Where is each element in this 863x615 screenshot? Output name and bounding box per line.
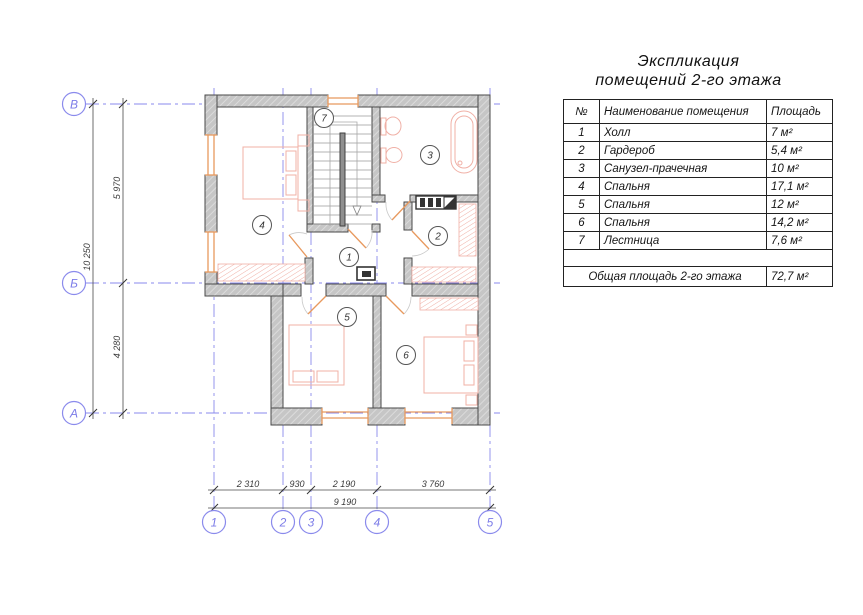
electrical-panel [357, 267, 375, 280]
axis-col-5: 5 [486, 515, 494, 530]
room-number-5: 5 [344, 312, 350, 324]
row-name: Спальня [600, 196, 767, 214]
toilet [381, 148, 402, 164]
shelves-room2-side [459, 204, 476, 256]
dim-h-seg2: 930 [289, 479, 305, 489]
axis-col-3: 3 [307, 515, 315, 530]
row-area: 14,2 м² [767, 214, 833, 232]
explication-title-line1: Экспликация [637, 53, 740, 70]
room-number-3: 3 [427, 150, 433, 162]
windows [205, 95, 452, 424]
row-area: 17,1 м² [767, 178, 833, 196]
explication-title-line2: помещений 2-го этажа [595, 72, 782, 89]
sink [381, 117, 401, 135]
row-num: 7 [564, 232, 600, 250]
axis-row-v: В [69, 97, 79, 112]
laundry-unit [416, 196, 456, 209]
shelves-room6-top [420, 298, 478, 310]
row-name: Спальня [600, 178, 767, 196]
row-area: 10 м² [767, 160, 833, 178]
dim-h-total: 9 190 [333, 497, 357, 507]
bed-room4 [243, 135, 309, 211]
dim-h-seg4: 3 760 [421, 479, 445, 489]
bed-room5 [289, 325, 344, 385]
table-empty-row [564, 250, 833, 267]
room-number-2: 2 [435, 231, 441, 243]
explication-block [563, 52, 821, 287]
row-num: 1 [564, 124, 600, 142]
row-num: 6 [564, 214, 600, 232]
room-number-6: 6 [403, 350, 409, 362]
table-row [564, 142, 833, 160]
row-area: 7,6 м² [767, 232, 833, 250]
row-area: 7 м² [767, 124, 833, 142]
row-area: 5,4 м² [767, 142, 833, 160]
header-name: Наименование помещения [600, 100, 767, 124]
table-row [564, 124, 833, 142]
row-num: 3 [564, 160, 600, 178]
table-row [564, 160, 833, 178]
row-name: Лестница [600, 232, 767, 250]
header-area: Площадь [767, 100, 833, 124]
total-area: 72,7 м² [767, 267, 833, 287]
dim-v-total: 10 250 [82, 243, 92, 271]
header-num: № [564, 100, 600, 124]
dim-v-seg1: 5 970 [112, 176, 122, 200]
row-num: 5 [564, 196, 600, 214]
axis-col-2: 2 [279, 515, 287, 530]
staircase [313, 113, 372, 226]
bed-room6 [424, 325, 478, 405]
row-area: 12 м² [767, 196, 833, 214]
row-name: Гардероб [600, 142, 767, 160]
explication-title [563, 52, 814, 90]
explication-table [563, 99, 833, 287]
total-label: Общая площадь 2-го этажа [564, 267, 767, 287]
radiator-room4 [218, 264, 305, 281]
row-name: Холл [600, 124, 767, 142]
room-number-4: 4 [259, 220, 265, 232]
table-row [564, 214, 833, 232]
bathtub [451, 111, 477, 173]
row-num: 2 [564, 142, 600, 160]
table-header-row [564, 100, 833, 124]
row-name: Спальня [600, 214, 767, 232]
dim-v-seg2: 4 280 [112, 335, 122, 359]
shelves-room2-bottom [412, 267, 476, 282]
stair-arrow [353, 206, 361, 215]
axis-col-4: 4 [373, 515, 381, 530]
empty-cell [564, 250, 833, 267]
table-row [564, 232, 833, 250]
axis-row-b: Б [70, 276, 78, 291]
axis-col-1: 1 [210, 515, 218, 530]
table-row [564, 196, 833, 214]
table-row [564, 178, 833, 196]
stair-stringer [340, 133, 345, 226]
room-number-1: 1 [346, 252, 352, 264]
room-number-7: 7 [321, 113, 327, 125]
dim-h-seg3: 2 190 [332, 479, 356, 489]
table-total-row [564, 267, 833, 287]
row-name: Санузел-прачечная [600, 160, 767, 178]
row-num: 4 [564, 178, 600, 196]
dim-h-seg1: 2 310 [236, 479, 260, 489]
axis-row-a: А [69, 406, 79, 421]
